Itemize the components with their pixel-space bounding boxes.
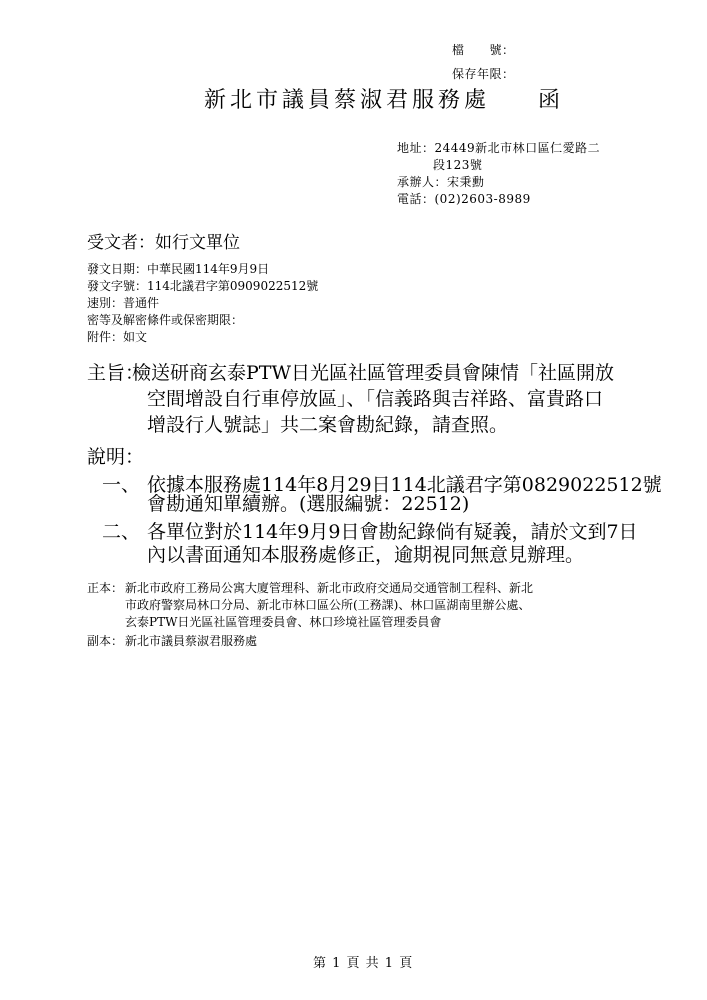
- primary-recipients-label: 正本：: [87, 581, 124, 595]
- primary-recipients-line: 新北市政府工務局公寓大廈管理科、新北市政府交通局交通管制工程科、新北: [125, 581, 534, 595]
- subject-line: 增設行人號誌」共二案會勘紀錄，請查照。: [147, 414, 509, 436]
- document-type: 函: [538, 88, 565, 113]
- recipient: 受文者：如行文單位: [87, 233, 240, 253]
- sender-address-line2: 段123號: [433, 158, 483, 172]
- explanation-label: 說明：: [87, 446, 145, 468]
- sender-contact: 承辦人：宋秉勳: [397, 175, 485, 189]
- explanation-item-number: 一、: [102, 474, 141, 496]
- primary-recipients-line: 市政府警察局林口分局、新北市林口區公所(工務課)、林口區湖南里辦公處、: [125, 598, 531, 612]
- document-number: 發文字號：114北議君字第0909022512號: [87, 279, 319, 293]
- attachment: 附件：如文: [87, 330, 148, 344]
- page-number: 第 1 頁 共 1 頁: [313, 956, 414, 971]
- subject-label: 主旨：: [87, 362, 145, 384]
- explanation-item-line: 各單位對於114年9月9日會勘紀錄倘有疑義，請於文到7日: [147, 521, 638, 543]
- secrecy-level: 密等及解密條件或保密期限：: [87, 313, 244, 327]
- primary-recipients-line: 玄泰PTW日光區社區管理委員會、林口珍境社區管理委員會: [125, 615, 442, 629]
- delivery-speed: 速別：普通件: [87, 296, 160, 310]
- retention-period-label: 保存年限：: [452, 67, 515, 81]
- copy-recipients-line: 新北市議員蔡淑君服務處: [125, 634, 258, 648]
- subject-line: 檢送研商玄泰PTW日光區社區管理委員會陳情「社區開放: [132, 362, 614, 384]
- document-title: [204, 83, 564, 114]
- sender-address-line1: 地址：24449新北市林口區仁愛路二: [397, 141, 601, 155]
- subject-line: 空間增設自行車停放區」、「信義路與吉祥路、富貴路口: [147, 388, 604, 410]
- file-number-label: 檔 號：: [452, 43, 515, 57]
- explanation-item-line: 依據本服務處114年8月29日114北議君字第0829022512號: [147, 474, 662, 496]
- explanation-item-line: 會勘通知單續辦。(選服編號：22512): [147, 493, 470, 515]
- office-name: 新北市議員蔡淑君服務處: [204, 88, 491, 113]
- explanation-item-number: 二、: [102, 521, 141, 543]
- sender-phone: 電話：(02)2603-8989: [397, 192, 531, 206]
- issue-date: 發文日期：中華民國114年9月9日: [87, 262, 270, 276]
- copy-recipients-label: 副本：: [87, 634, 124, 648]
- explanation-item-line: 內以書面通知本服務處修正，逾期視同無意見辦理。: [147, 544, 585, 566]
